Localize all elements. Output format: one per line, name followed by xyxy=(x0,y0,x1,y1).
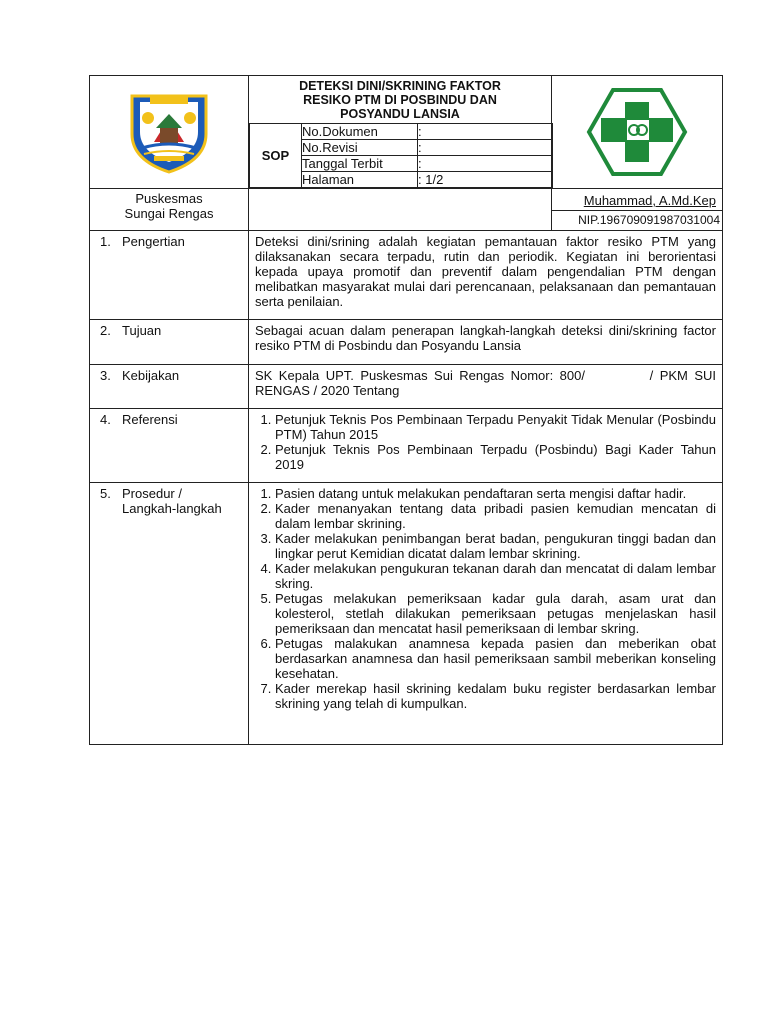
section-content-referensi xyxy=(249,409,723,483)
section-title: Tujuan xyxy=(122,323,162,338)
list-item: 3. Kader melakukan penimbangan berat badan, pengukuran tinggi badan dan lingkar perut Kemidian dicatat dalam lembar skrining. xyxy=(275,531,716,561)
section-title xyxy=(122,486,222,516)
list-item: 1. Pasien datang untuk melakukan pendaftaran serta mengisi daftar hadir. xyxy=(275,486,716,501)
blank-cell xyxy=(249,189,552,231)
section-title: Kebijakan xyxy=(122,368,180,383)
field-value-tanggal-terbit: : xyxy=(418,156,553,172)
section-label-pengertian xyxy=(90,231,249,320)
title-line-1: DETEKSI DINI/SKRINING FAKTOR xyxy=(299,79,501,93)
health-cross-icon xyxy=(585,86,689,178)
puskesmas-logo-cell xyxy=(552,76,723,189)
procedure-list xyxy=(255,486,716,711)
list-item: 4. Kader melakukan pengukuran tekanan darah dan mencatat di dalam lembar skring. xyxy=(275,561,716,591)
section-title-line: Prosedur / xyxy=(122,486,182,501)
document-info-table xyxy=(249,123,553,188)
field-value-no-dokumen: : xyxy=(418,124,553,140)
sop-table xyxy=(89,75,723,745)
section-number: 2. xyxy=(100,323,111,338)
section-number: 5. xyxy=(100,486,111,501)
unit-line-2: Sungai Rengas xyxy=(124,206,214,221)
regency-logo-cell xyxy=(90,76,249,189)
list-item: 1. Petunjuk Teknis Pos Pembinaan Terpadu Penyakit Tidak Menular (Posbindu PTM) Tahun 2015 xyxy=(275,412,716,442)
section-label-kebijakan xyxy=(90,365,249,409)
section-label-prosedur xyxy=(90,483,249,745)
list-item: 7. Kader merekap hasil skrining kedalam buku register berdasarkan lembar skrining yang telah di kumpulkan. xyxy=(275,681,716,711)
sop-label: SOP xyxy=(250,124,302,188)
field-label-halaman: Halaman xyxy=(302,172,418,188)
section-title-line: Langkah-langkah xyxy=(122,501,222,516)
title-block xyxy=(249,76,552,189)
section-number: 4. xyxy=(100,412,111,427)
title-line-2: RESIKO PTM DI POSBINDU DAN xyxy=(303,93,497,107)
title-line-3: POSYANDU LANSIA xyxy=(340,107,460,121)
list-item: 2. Kader menanyakan tentang data pribadi pasien kemudian mencatan di dalam lembar skrining. xyxy=(275,501,716,531)
field-label-no-dokumen: No.Dokumen xyxy=(302,124,418,140)
document-title xyxy=(249,76,551,123)
section-content-kebijakan: SK Kepala UPT. Puskesmas Sui Rengas Nomor: 800/ / PKM SUI RENGAS / 2020 Tentang xyxy=(249,365,723,409)
field-label-no-revisi: No.Revisi xyxy=(302,140,418,156)
list-item: 2. Petunjuk Teknis Pos Pembinaan Terpadu (Posbindu) Bagi Kader Tahun 2019 xyxy=(275,442,716,472)
section-content-prosedur xyxy=(249,483,723,745)
list-item: 6. Petugas malakukan anamnesa kepada pasien dan meberikan obat berdasarkan anamnesa dan hasil pemeriksaan sambil meberikan konseling kesehatan. xyxy=(275,636,716,681)
regency-shield-logo xyxy=(124,88,214,176)
signatory-name: Muhammad, A.Md.Kep xyxy=(583,193,716,208)
unit-line-1: Puskesmas xyxy=(135,191,203,206)
section-title: Referensi xyxy=(122,412,178,427)
list-item: 5. Petugas melakukan pemeriksaan kadar gula darah, asam urat dan kolesterol, stetlah dilakukan pemeriksaan petugas menjelaskan hasil pemeriksaan dan mencatat hasil pemeriksaan di lembar skring. xyxy=(275,591,716,636)
section-title: Pengertian xyxy=(122,234,185,249)
reference-list xyxy=(255,412,716,472)
signatory-nip: NIP.196709091987031004 xyxy=(552,210,722,230)
section-number: 3. xyxy=(100,368,111,383)
field-label-tanggal-terbit: Tanggal Terbit xyxy=(302,156,418,172)
section-label-referensi xyxy=(90,409,249,483)
section-number: 1. xyxy=(100,234,111,249)
section-label-tujuan xyxy=(90,320,249,365)
signatory-cell xyxy=(552,189,723,231)
field-value-no-revisi: : xyxy=(418,140,553,156)
section-content-tujuan: Sebagai acuan dalam penerapan langkah-langkah deteksi dini/skrining factor resiko PTM di Posbindu dan Posyandu Lansia xyxy=(249,320,723,365)
unit-name xyxy=(90,189,249,231)
section-content-pengertian: Deteksi dini/srining adalah kegiatan pemantauan faktor resiko PTM yang dilaksanakan secara terpadu, rutin dan periodik. Kegiatan ini berorientasi kepada upaya promotif dan preventif dalam pengendalian PTM dengan melibatkan masyarakat mulai dari perencanaan, pelaksanaan dan pemantauan serta penilaian. xyxy=(249,231,723,320)
field-value-halaman: : 1/2 xyxy=(418,172,553,188)
